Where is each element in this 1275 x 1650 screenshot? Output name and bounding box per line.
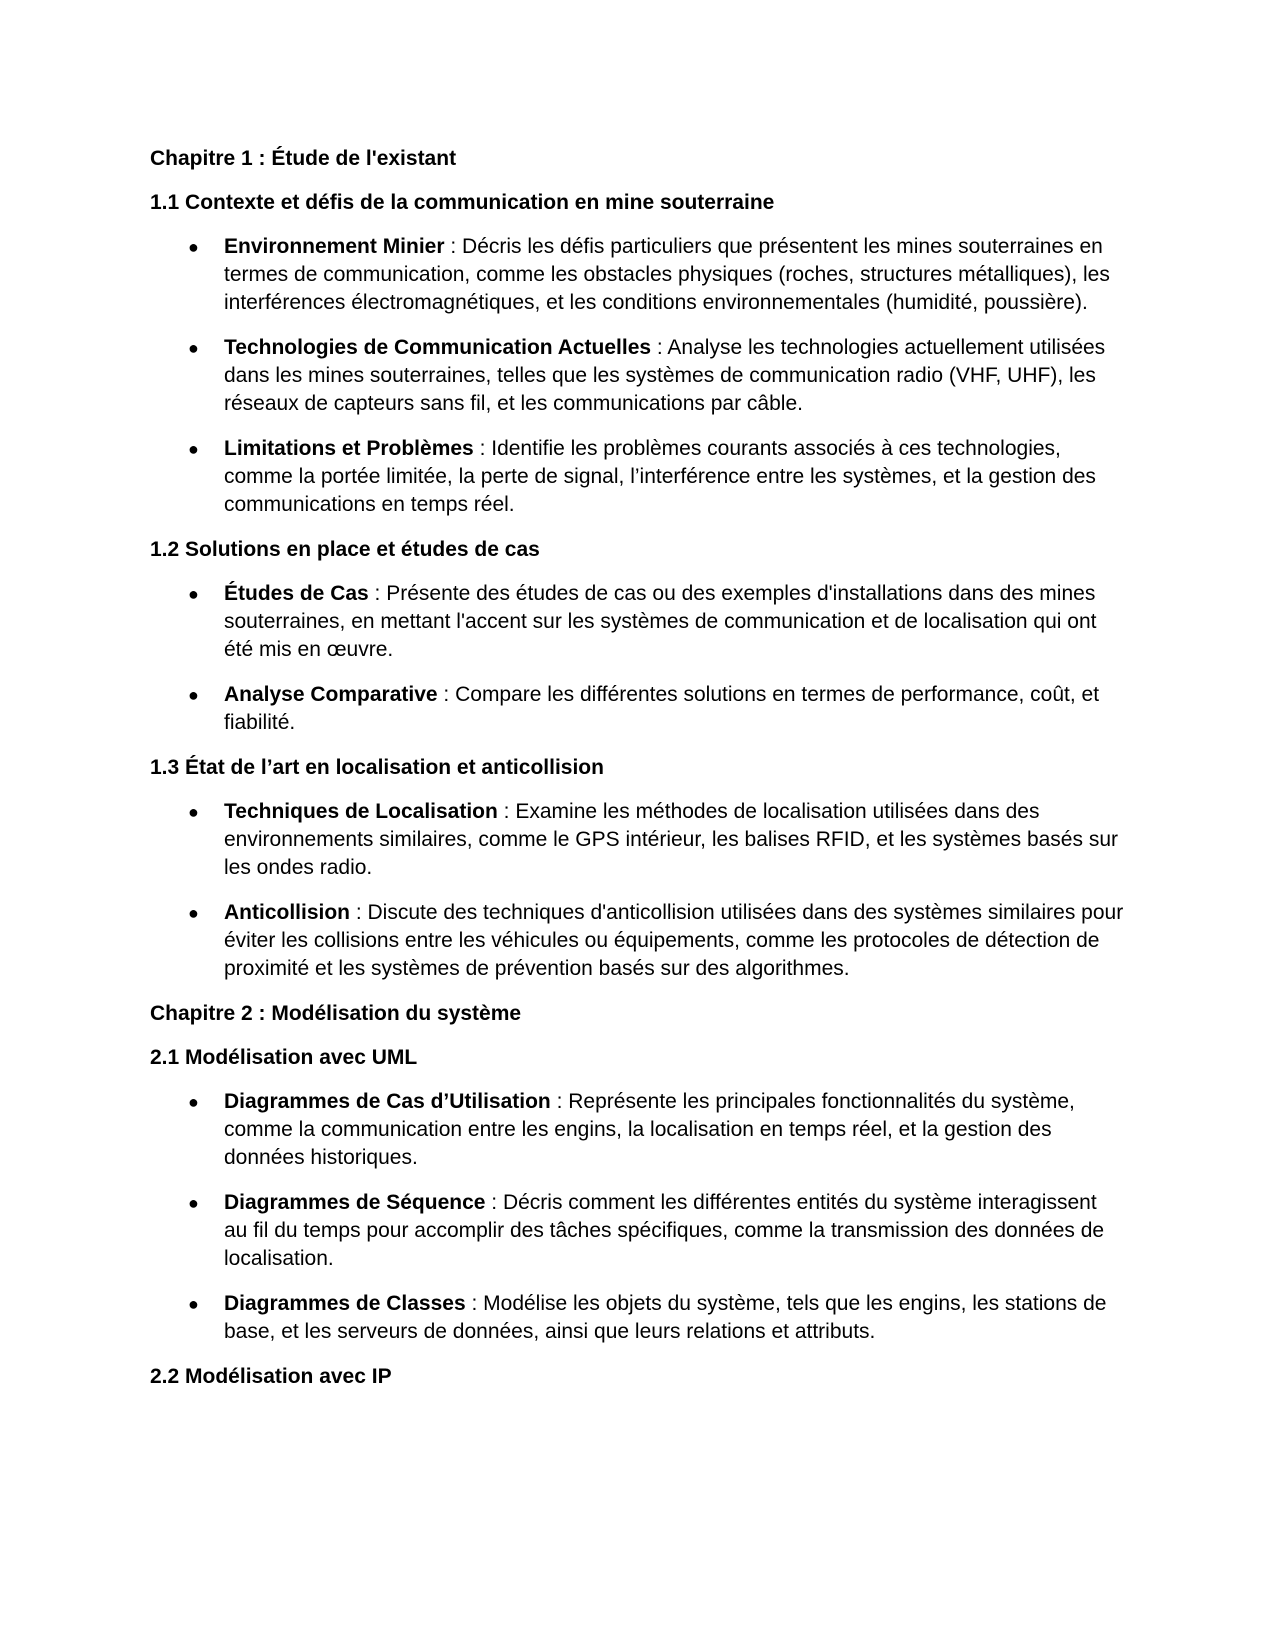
list-item xyxy=(150,681,1125,737)
bullet-icon: ● xyxy=(188,338,199,358)
item-text: : Modélise les objets du système, tels que les engins, les stations de base, et les serveurs de données, ainsi que leurs relations et attributs. xyxy=(224,1292,1107,1343)
bullet-icon: ● xyxy=(188,237,199,257)
bullet-icon: ● xyxy=(188,685,199,705)
item-term: Diagrammes de Classes xyxy=(224,1292,466,1315)
item-text: : Examine les méthodes de localisation utilisées dans des environnements similaires, comme le GPS intérieur, les balises RFID, et les systèmes basés sur les ondes radio. xyxy=(224,800,1118,879)
bullet-icon: ● xyxy=(188,1092,199,1112)
list-item xyxy=(150,1189,1125,1273)
item-term: Anticollision xyxy=(224,901,350,924)
list-item xyxy=(150,1088,1125,1172)
bullet-icon: ● xyxy=(188,584,199,604)
section-1-2-title: 1.2 Solutions en place et études de cas xyxy=(150,538,540,561)
item-text: : Compare les différentes solutions en termes de performance, coût, et fiabilité. xyxy=(224,683,1100,734)
item-term: Diagrammes de Cas d’Utilisation xyxy=(224,1090,551,1113)
item-term: Techniques de Localisation xyxy=(224,800,498,823)
list-item xyxy=(150,233,1125,317)
item-text: : Décris comment les différentes entités du système interagissent au fil du temps pour accomplir des tâches spécifiques, comme la transmission des données de localisation. xyxy=(224,1191,1105,1270)
chapter-1-title: Chapitre 1 : Étude de l'existant xyxy=(150,147,457,170)
document-page xyxy=(150,145,1125,1407)
list-item xyxy=(150,580,1125,664)
list-item xyxy=(150,899,1125,983)
item-term: Limitations et Problèmes xyxy=(224,437,474,460)
list-item xyxy=(150,798,1125,882)
list-item xyxy=(150,334,1125,418)
chapter-2-title: Chapitre 2 : Modélisation du système xyxy=(150,1002,522,1025)
section-1-1-title: 1.1 Contexte et défis de la communication en mine souterraine xyxy=(150,191,775,214)
item-text: : Représente les principales fonctionnalités du système, comme la communication entre les engins, la localisation en temps réel, et la gestion des données historiques. xyxy=(224,1090,1075,1169)
bullet-icon: ● xyxy=(188,1193,199,1213)
bullet-icon: ● xyxy=(188,903,199,923)
item-term: Diagrammes de Séquence xyxy=(224,1191,486,1214)
item-text: : Analyse les technologies actuellement utilisées dans les mines souterraines, telles que les systèmes de communication radio (VHF, UHF), les réseaux de capteurs sans fil, et les communications par câble. xyxy=(224,336,1106,415)
section-2-1-list xyxy=(150,1088,1125,1346)
item-text: : Discute des techniques d'anticollision utilisées dans des systèmes similaires pour éviter les collisions entre les véhicules ou équipements, comme les protocoles de détection de proximité et les systèmes de prévention basés sur des algorithmes. xyxy=(224,901,1124,980)
item-text: : Décris les défis particuliers que présentent les mines souterraines en termes de communication, comme les obstacles physiques (roches, structures métalliques), les interférences électromagnétiques, et les conditions environnementales (humidité, poussière). xyxy=(224,235,1110,314)
bullet-icon: ● xyxy=(188,802,199,822)
list-item xyxy=(150,435,1125,519)
item-term: Technologies de Communication Actuelles xyxy=(224,336,652,359)
section-1-2-list xyxy=(150,580,1125,737)
section-1-1-list xyxy=(150,233,1125,519)
section-1-3-title: 1.3 État de l’art en localisation et anticollision xyxy=(150,756,604,779)
item-term: Analyse Comparative xyxy=(224,683,438,706)
item-text: : Présente des études de cas ou des exemples d'installations dans des mines souterraines, en mettant l'accent sur les systèmes de communication et de localisation qui ont été mis en œuvre. xyxy=(224,582,1097,661)
section-2-1-title: 2.1 Modélisation avec UML xyxy=(150,1046,418,1069)
item-text: : Identifie les problèmes courants associés à ces technologies, comme la portée limitée, la perte de signal, l’interférence entre les systèmes, et la gestion des communications en temps réel. xyxy=(224,437,1096,516)
item-term: Études de Cas xyxy=(224,582,369,605)
list-item xyxy=(150,1290,1125,1346)
bullet-icon: ● xyxy=(188,439,199,459)
bullet-icon: ● xyxy=(188,1294,199,1314)
item-term: Environnement Minier xyxy=(224,235,445,258)
section-1-3-list xyxy=(150,798,1125,983)
section-2-2-title: 2.2 Modélisation avec IP xyxy=(150,1365,392,1388)
